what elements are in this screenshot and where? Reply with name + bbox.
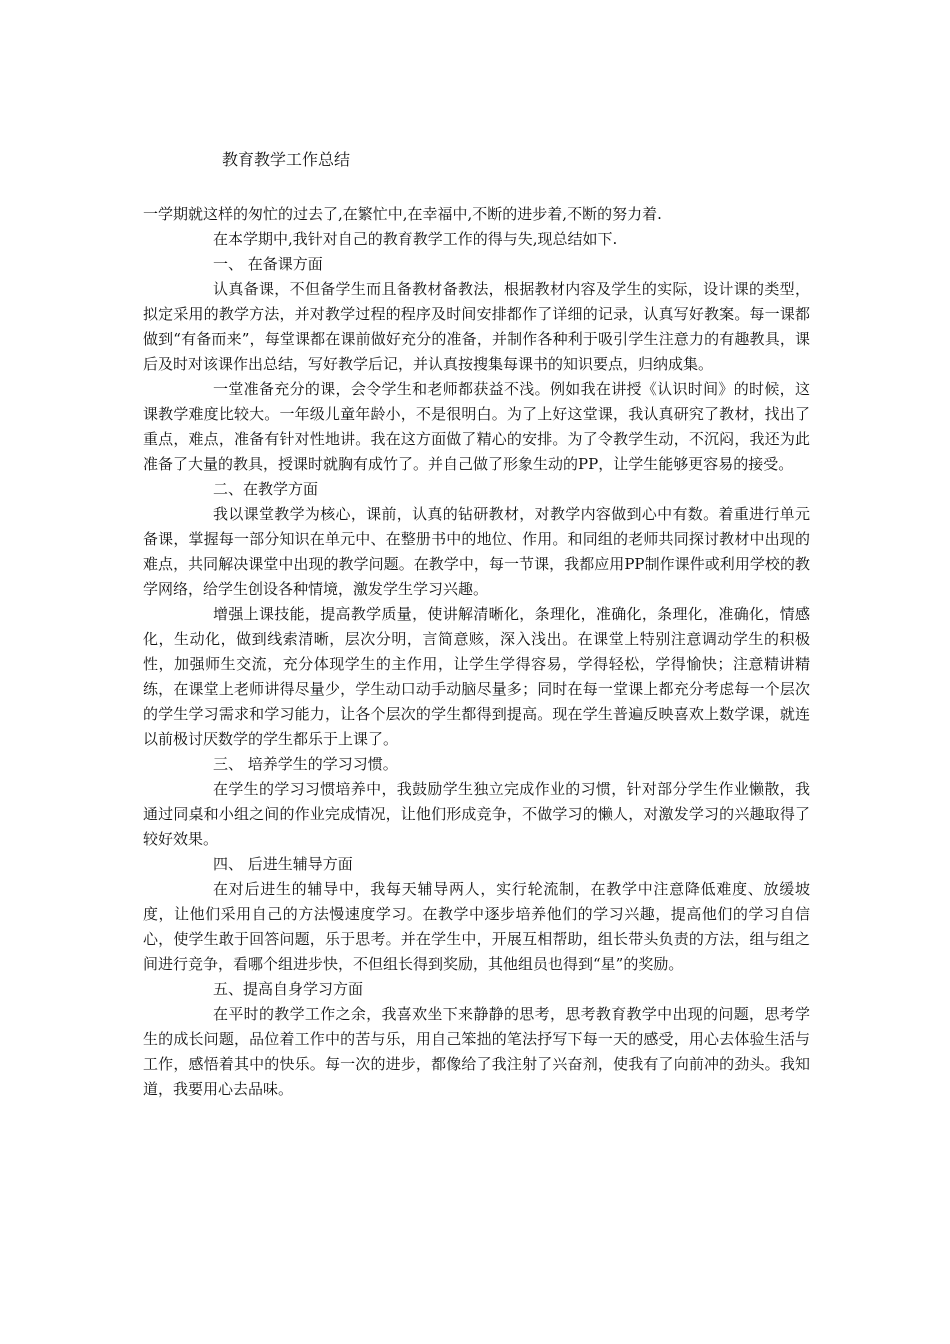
paragraph-lesson-prep-1: 认真备课，不但备学生而且备教材备教法，根据教材内容及学生的实际，设计课的类型，拟定采用的教学方法，并对教学过程的程序及时间安排都作了详细的记录，认真写好教案。每一课都做到“有备而来”，每堂课都在课前做好充分的准备，并制作各种利于吸引学生注意力的有趣教具，课后及时对该课作出总结，写好教学后记，并认真按搜集每课书的知识要点，归纳成集。 (143, 280, 810, 373)
paragraph-study-habits: 在学生的学习习惯培养中，我鼓励学生独立完成作业的习惯，针对部分学生作业懒散，我通过同桌和小组之间的作业完成情况，让他们形成竞争，不做学习的懒人，对激发学习的兴趣取得了较好效果。 (143, 780, 810, 848)
section-heading-study-habits: 三、 培养学生的学习习惯。 (213, 755, 398, 773)
paragraph-overview: 在本学期中,我针对自己的教育教学工作的得与失,现总结如下. (213, 230, 618, 248)
paragraph-self-learning: 在平时的教学工作之余，我喜欢坐下来静静的思考，思考教育教学中出现的问题，思考学生的成长问题，品位着工作中的苦与乐，用自己笨拙的笔法抒写下每一天的感受，用心去体验生活与工作，感悟着其中的快乐。每一次的进步，都像给了我注射了兴奋剂，使我有了向前冲的劲头。我知道，我要用心去品味。 (143, 1005, 810, 1098)
section-heading-self-learning: 五、提高自身学习方面 (213, 980, 364, 998)
paragraph-teaching-1: 我以课堂教学为核心，课前，认真的钻研教材，对教学内容做到心中有数。着重进行单元备课，掌握每一部分知识在单元中、在整册书中的地位、作用。和同组的老师共同探讨教材中出现的难点，共同解决课堂中出现的教学问题。在教学中，每一节课，我都应用PP制作课件或利用学校的教学网络，给学生创设各种情境，激发学生学习兴趣。 (143, 505, 810, 598)
document-title: 教育教学工作总结 (222, 150, 351, 169)
document-body (143, 202, 810, 1102)
section-heading-teaching: 二、在教学方面 (213, 480, 319, 498)
paragraph-tutoring: 在对后进生的辅导中，我每天辅导两人，实行轮流制，在教学中注意降低难度、放缓坡度，让他们采用自己的方法慢速度学习。在教学中逐步培养他们的学习兴趣，提高他们的学习自信心，使学生敢于回答问题，乐于思考。并在学生中，开展互相帮助，组长带头负责的方法，组与组之间进行竞争，看哪个组进步快，不但组长得到奖励，其他组员也得到“星”的奖励。 (143, 880, 810, 973)
paragraph-intro: 一学期就这样的匆忙的过去了,在繁忙中,在幸福中,不断的进步着,不断的努力着. (143, 205, 662, 223)
paragraph-teaching-2: 增强上课技能，提高教学质量，使讲解清晰化，条理化，准确化，条理化，准确化，情感化，生动化，做到线索清晰，层次分明，言简意赅，深入浅出。在课堂上特别注意调动学生的积极性，加强师生交流，充分体现学生的主作用，让学生学得容易，学得轻松，学得愉快；注意精讲精练，在课堂上老师讲得尽量少，学生动口动手动脑尽量多；同时在每一堂课上都充分考虑每一个层次的学生学习需求和学习能力，让各个层次的学生都得到提高。现在学生普遍反映喜欢上数学课，就连以前极讨厌数学的学生都乐于上课了。 (143, 605, 810, 748)
section-heading-tutoring: 四、 后进生辅导方面 (213, 855, 353, 873)
paragraph-lesson-prep-2: 一堂准备充分的课，会令学生和老师都获益不浅。例如我在讲授《认识时间》的时候，这课教学难度比较大。一年级儿童年龄小，不是很明白。为了上好这堂课，我认真研究了教材，找出了重点，难点，准备有针对性地讲。我在这方面做了精心的安排。为了令教学生动，不沉闷，我还为此准备了大量的教具，授课时就胸有成竹了。并自己做了形象生动的PP，让学生能够更容易的接受。 (143, 380, 810, 473)
section-heading-lesson-prep: 一、 在备课方面 (213, 255, 323, 273)
